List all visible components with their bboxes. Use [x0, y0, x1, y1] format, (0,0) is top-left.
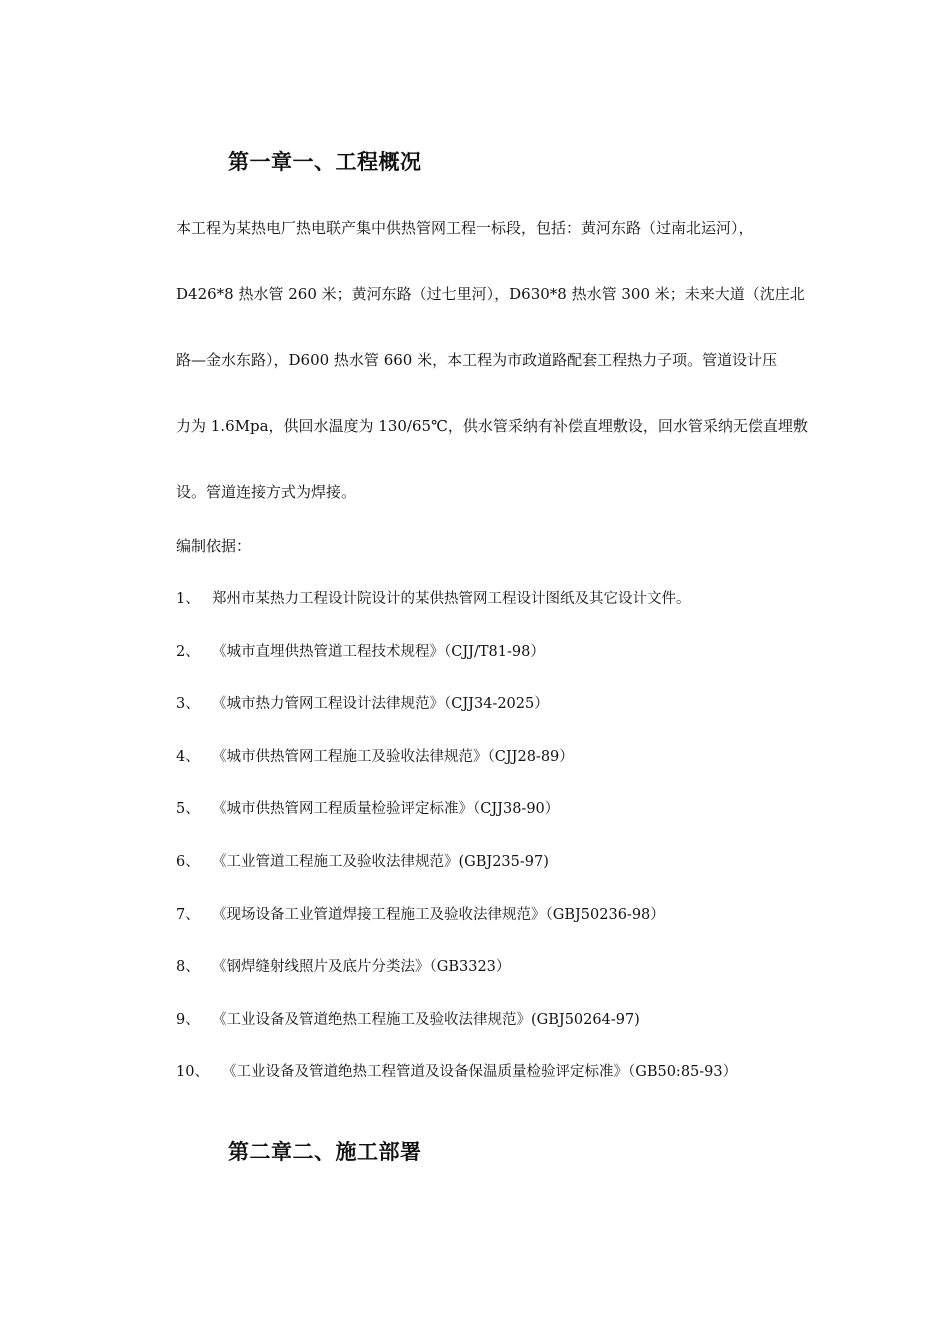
reference-number: 6、 [176, 853, 200, 870]
reference-number: 2、 [176, 643, 200, 660]
reference-number: 3、 [176, 696, 200, 713]
reference-text: 《城市直埋供热管道工程技术规程》（CJJ/T81-98） [212, 643, 545, 660]
reference-item [176, 1010, 737, 1063]
reference-number: 8、 [176, 959, 200, 976]
overview-line-5: 设。管道连接方式为焊接。 [176, 483, 357, 501]
reference-number: 5、 [176, 801, 200, 818]
reference-text: 《现场设备工业管道焊接工程施工及验收法律规范》（GBJ50236-98） [212, 906, 665, 923]
reference-item [176, 589, 737, 642]
reference-text: 《工业设备及管道绝热工程管道及设备保温质量检验评定标准》（GB50:85-93） [222, 1064, 738, 1081]
reference-item [176, 747, 737, 800]
reference-number: 4、 [176, 748, 200, 765]
reference-text: 《工业设备及管道绝热工程施工及验收法律规范》(GBJ50264-97) [212, 1011, 640, 1028]
reference-text: 《钢焊缝射线照片及底片分类法》（GB3323） [212, 959, 511, 976]
basis-label: 编制依据： [176, 537, 252, 555]
reference-number: 7、 [176, 906, 200, 923]
overview-line-3: 路—金水东路），D600 热水管 660 米，本工程为市政道路配套工程热力子项。管道设计压 [176, 351, 778, 369]
overview-line-2: D426*8 热水管 260 米；黄河东路（过七里河），D630*8 热水管 300 米；未来大道（沈庄北 [176, 285, 805, 303]
reference-text: 《城市供热管网工程质量检验评定标准》（CJJ38-90） [212, 801, 560, 818]
reference-text: 《城市供热管网工程施工及验收法律规范》（CJJ28-89） [212, 748, 574, 765]
reference-item [176, 694, 737, 747]
reference-number: 9、 [176, 1011, 200, 1028]
reference-number: 1、 [176, 591, 200, 607]
reference-item [176, 905, 737, 958]
reference-number: 10、 [176, 1064, 209, 1081]
reference-text: 《工业管道工程施工及验收法律规范》(GBJ235-97) [212, 853, 549, 870]
reference-item [176, 799, 737, 852]
reference-list [176, 589, 737, 1115]
reference-text: 郑州市某热力工程设计院设计的某供热管网工程设计图纸及其它设计文件。 [212, 591, 691, 607]
reference-text: 《城市热力管网工程设计法律规范》（CJJ34-2025） [212, 696, 549, 713]
reference-item [176, 957, 737, 1010]
chapter-1-heading: 第一章一、工程概况 [228, 149, 422, 174]
reference-item [176, 852, 737, 905]
overview-line-1: 本工程为某热电厂热电联产集中供热管网工程一标段，包括：黄河东路（过南北运河）， [176, 219, 754, 237]
overview-line-4: 力为 1.6Mpa，供回水温度为 130/65℃，供水管采纳有补偿直埋敷设，回水管采纳无偿直埋敷 [176, 417, 808, 435]
chapter-2-heading: 第二章二、施工部署 [228, 1139, 422, 1164]
reference-item [176, 1062, 737, 1115]
reference-item [176, 642, 737, 695]
